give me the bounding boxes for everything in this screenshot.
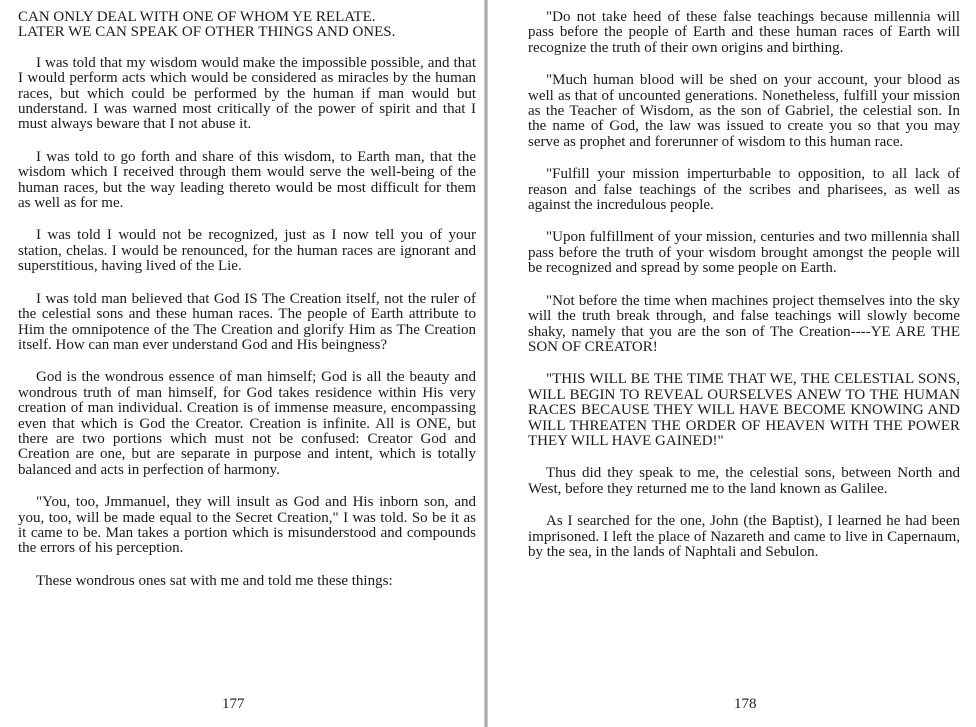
paragraph: I was told man believed that God IS The Creation itself, not the ruler of the celestial sons and these human races. The people of Earth attribute to Him the omnipotence of the The Creation and glorify Him as The Creation itself. How can man ever understand God and His beingness? [18,290,476,353]
paragraph: As I searched for the one, John (the Baptist), I learned he had been imprisoned. I left the place of Nazareth and came to live in Capernaum, by the sea, in the lands of Naphtali and Sebulon. [528,513,960,560]
paragraph: These wondrous ones sat with me and told me these things: [36,572,393,589]
paragraph: "Do not take heed of these false teachings because millennia will pass before the people of Earth and these human races of Earth will recognize the truth of their own origins and birthing. [528,9,960,56]
paragraph: "Fulfill your mission imperturbable to opposition, to all lack of reason and false teachings of the scribes and pharisees, as well as against the incredulous people. [528,166,960,214]
paragraph: I was told that my wisdom would make the impossible possible, and that I would perform acts which would be considered as miracles by the human races, but which could be performed by the human if man would but understand. I was warned most critically of the power of spirit and that I must always beware that I not abuse it. [18,54,476,133]
paragraph: "You, too, Jmmanuel, they will insult as God and His inborn son, and you, too, will be made equal to the Secret Creation," I was told. So be it as it came to be. Man takes a portion which is misunderstood and compounds the errors of his perception. [18,494,476,557]
paragraph: "Upon fulfillment of your mission, centuries and two millennia shall pass before the truth of your wisdom brought amongst the people will be recognized and spread by some people on Earth. [528,229,960,277]
heading-line-2: LATER WE CAN SPEAK OF OTHER THINGS AND ONES. [18,24,396,41]
page-number: 177 [222,696,245,712]
paragraph: "Much human blood will be shed on your account, your blood as well as that of uncounted generations. Nonetheless, fulfill your mission as the Teacher of Wisdom, as the son of Gabriel, the celestial son. In the name of God, the law was issued to create you so that you may serve as prophet and forerunner of wisdom to this human race. [528,72,960,150]
paragraph-uppercase: "THIS WILL BE THE TIME THAT WE, THE CELESTIAL SONS, WILL BEGIN TO REVEAL OURSELVES ANEW TO THE HUMAN RACES BECAUSE THEY WILL HAVE BECOME KNOWING AND WILL THREATEN THE ORDER OF HEAVEN WITH THE POWER THEY WILL HAVE GAINED!" [528,371,960,449]
right-page [488,0,976,727]
paragraph: I was told to go forth and share of this wisdom, to Earth man, that the wisdom which I received through them would serve the well-being of the human races, but the way leading thereto would be most difficult for them as well as for me. [18,148,476,212]
paragraph: "Not before the time when machines project themselves into the sky will the truth break through, and false teachings will slowly become shaky, namely that you are the son of The Creation----YE ARE THE SON OF CREATOR! [528,292,960,355]
page-number: 178 [734,696,757,712]
left-page [0,0,484,727]
paragraph: Thus did they speak to me, the celestial sons, between North and West, before they returned me to the land known as Galilee. [528,465,960,497]
chapter-heading [18,10,476,41]
heading-line-1: CAN ONLY DEAL WITH ONE OF WHOM YE RELATE. [18,9,376,25]
paragraph: I was told I would not be recognized, just as I now tell you of your station, chelas. I would be renounced, for the human races are ignorant and superstitious, having lived of the Lie. [18,227,476,275]
paragraph: God is the wondrous essence of man himself; God is all the beauty and wondrous truth of man himself, for God takes residence within His very creation of man individual. Creation is of immense measure, encompassing even that which is God the Creator. Creation is infinite. All is ONE, but there are two portions which must not be confused: Creator God and Creation are one, but are separate in purpose and intent, which is totally balanced and acts in perfection of harmony. [18,369,476,478]
